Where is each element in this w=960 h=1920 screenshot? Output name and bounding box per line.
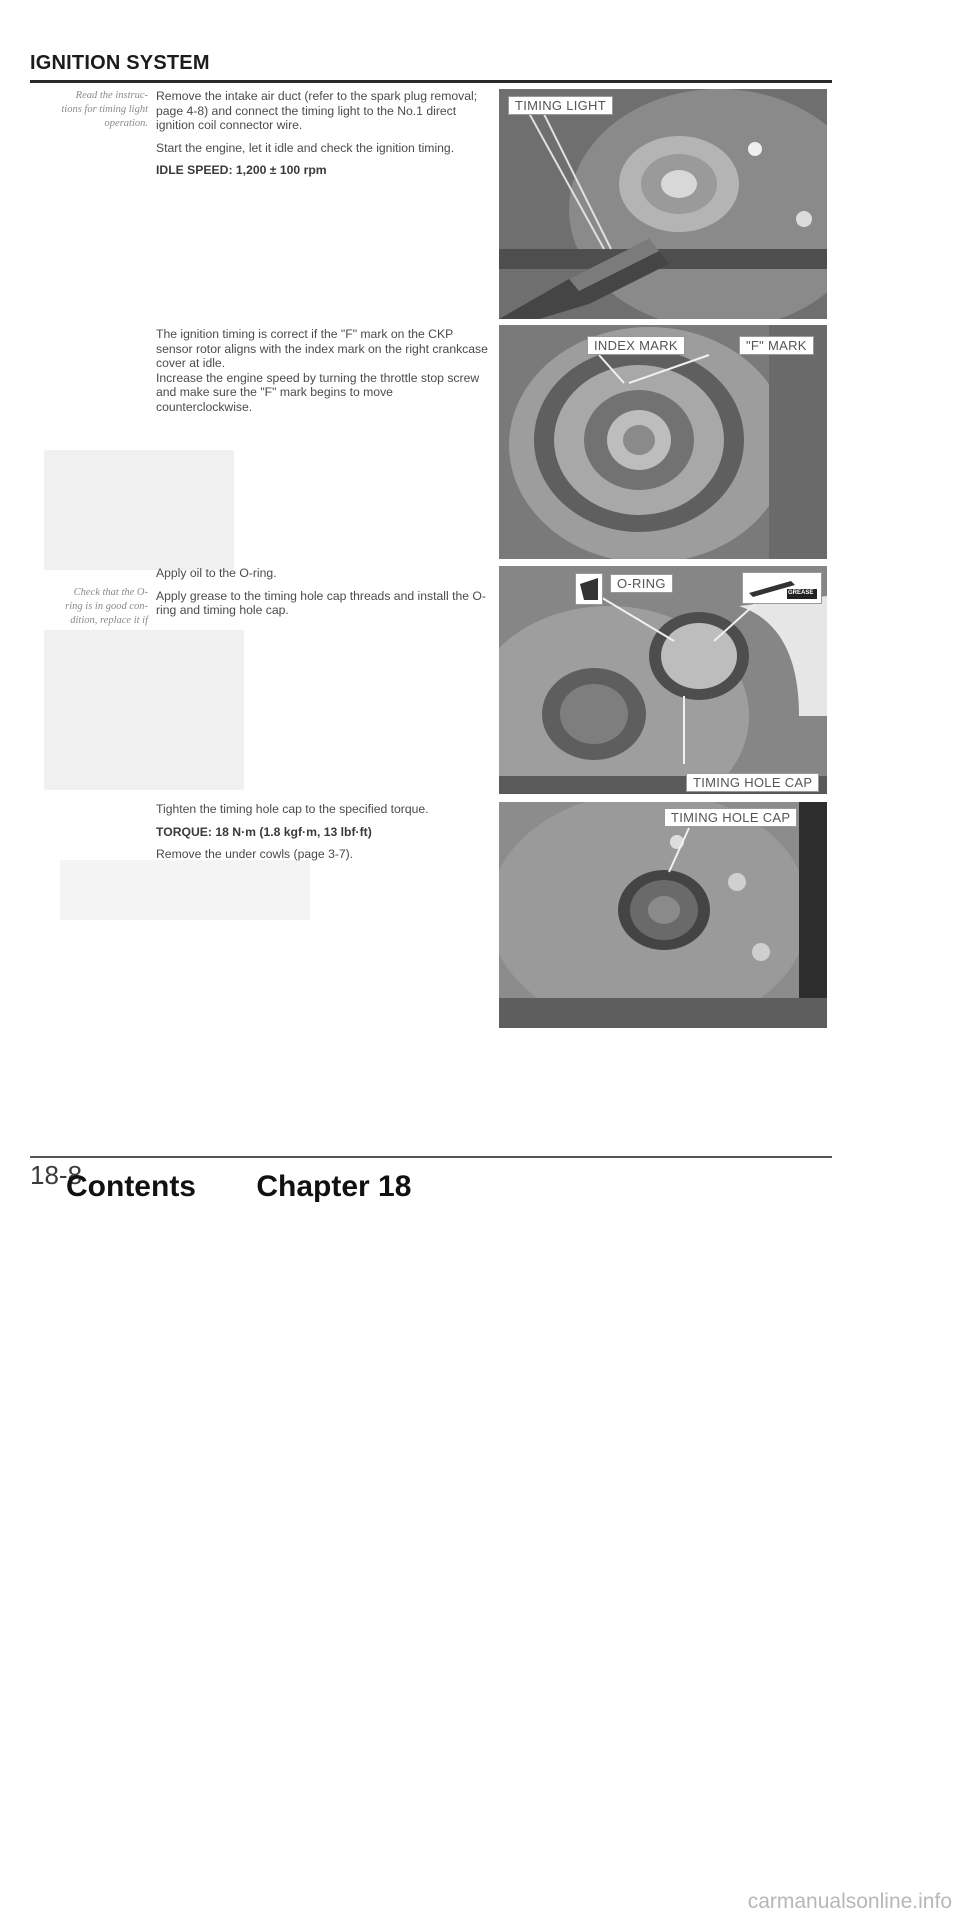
side-note-line: tions for timing light xyxy=(61,104,148,115)
paragraph: Start the engine, let it idle and check the ignition timing. xyxy=(156,140,455,155)
header-divider xyxy=(30,80,832,83)
site-watermark: carmanualsonline.info xyxy=(747,1890,952,1913)
procedure-step-torque xyxy=(156,802,492,870)
callout-o-ring: O-RING xyxy=(610,574,673,593)
callout-f-mark: "F" MARK xyxy=(739,336,814,355)
procedure-step-oring xyxy=(156,566,492,626)
footer-divider xyxy=(30,1156,832,1158)
procedure-step-timing-check xyxy=(156,89,492,186)
paragraph: Increase the engine speed by turning the throttle stop screw and make sure the "F" mark begins to move counterclockwise. xyxy=(156,370,480,414)
callout-index-mark: INDEX MARK xyxy=(587,336,685,355)
index-mark-illustration xyxy=(499,325,827,559)
callout-timing-hole-cap-2: TIMING HOLE CAP xyxy=(664,808,797,827)
paragraph: Remove the under cowls (page 3-7). xyxy=(156,847,354,862)
paragraph: Remove the intake air duct (refer to the spark plug removal; page 4-8) and connect the timing light to the No.1 direct ignition coil connector wire. xyxy=(156,89,478,133)
procedure-step-timing-verify xyxy=(156,327,492,423)
contents-link[interactable]: Contents xyxy=(66,1170,196,1203)
oil-can-icon xyxy=(575,573,603,605)
side-note-line: Check that the O- xyxy=(73,587,148,598)
timing-light-illustration xyxy=(499,89,827,319)
side-note-line: operation. xyxy=(104,118,148,129)
chapter-link[interactable]: Chapter 18 xyxy=(256,1170,412,1203)
section-title: IGNITION SYSTEM xyxy=(30,52,210,74)
timing-hole-cap-illustration xyxy=(499,802,827,1028)
callout-timing-light: TIMING LIGHT xyxy=(508,96,613,115)
faded-artifact xyxy=(44,450,234,570)
paragraph: The ignition timing is correct if the "F" mark on the CKP sensor rotor aligns with the index mark on the right crankcase cover at idle. xyxy=(156,327,488,371)
torque-spec: TORQUE: 18 N·m (1.8 kgf·m, 13 lbf·ft) xyxy=(156,824,372,839)
paragraph: Apply grease to the timing hole cap threads and install the O-ring and timing hole cap. xyxy=(156,588,486,618)
paragraph: Apply oil to the O-ring. xyxy=(156,566,277,580)
footer-navigation xyxy=(66,1170,411,1204)
callout-timing-hole-cap-1: TIMING HOLE CAP xyxy=(686,773,819,792)
idle-speed-spec: IDLE SPEED: 1,200 ± 100 rpm xyxy=(156,163,327,178)
paragraph: Tighten the timing hole cap to the specified torque. xyxy=(156,802,429,816)
faded-artifact xyxy=(44,630,244,790)
page-number: 18-8 xyxy=(30,1160,83,1190)
side-note-timing-light xyxy=(30,89,148,131)
side-note-line: Read the instruc- xyxy=(75,90,148,101)
photo-timing-light xyxy=(499,89,827,319)
side-note-line: ring is in good con- xyxy=(65,601,148,612)
grease-label: GREASE xyxy=(788,590,814,596)
photo-timing-hole-cap xyxy=(499,802,827,1028)
grease-icon xyxy=(742,572,822,604)
photo-index-mark xyxy=(499,325,827,559)
side-note-line: dition, replace it if xyxy=(70,615,148,626)
